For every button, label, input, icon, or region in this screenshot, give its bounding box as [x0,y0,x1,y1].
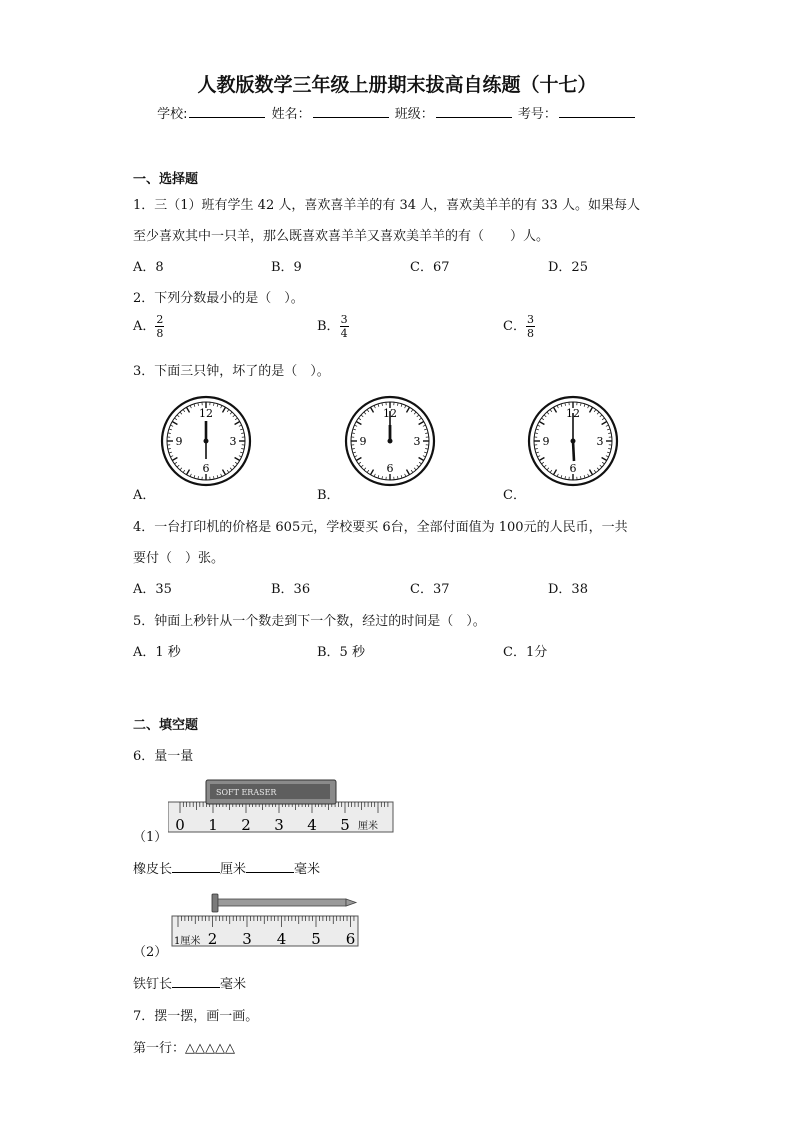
ruler-number: 2 [241,816,251,834]
q6-text: 6．量一量 [133,749,194,764]
unit-mm: 毫米 [294,862,321,877]
clock-number: 9 [359,435,367,448]
q5-option-a[interactable]: A．1 秒 [133,645,181,660]
clock-center [388,439,393,444]
clock-a [160,395,252,487]
fraction [340,313,349,340]
clock-c [527,395,619,487]
q2-option-c[interactable] [503,313,535,340]
fraction-numerator: 3 [340,313,348,326]
section-fill-title: 二、填空题 [133,718,199,733]
fraction-numerator: 3 [526,313,534,326]
answer-blank-cm[interactable] [172,860,220,873]
eraser-text: SOFT ERASER [216,788,277,797]
q2-text: 2．下列分数最小的是（ ）。 [133,291,304,306]
clock-b [344,395,436,487]
ruler-number: 4 [307,816,317,834]
q1-line2: 至少喜欢其中一只羊，那么既喜欢喜羊羊又喜欢美羊羊的有（ ）人。 [133,229,550,244]
hour-hand [573,441,574,461]
q1-option-a[interactable]: A．8 [133,260,164,275]
nail-tip [346,899,356,906]
page-title: 人教版数学三年级上册期末拔高自练题（十七） [197,74,597,96]
q5-text: 5．钟面上秒针从一个数走到下一个数，经过的时间是（ ）。 [133,614,486,629]
clock-number: 12 [199,407,213,420]
unit-mm: 毫米 [220,977,247,992]
ruler-number: 1 [208,816,218,834]
clock-number: 6 [569,462,577,475]
ruler-number: 4 [276,930,287,948]
q1-option-c[interactable]: C．67 [410,260,450,275]
q3-text: 3．下面三只钟，坏了的是（ ）。 [133,364,330,379]
q3-option-a[interactable]: A． [133,488,156,503]
q4-option-c[interactable]: C．37 [410,582,450,597]
q4-line2: 要付（ ）张。 [133,551,225,566]
ruler-1-unit: 厘米 [358,821,378,832]
school-label: 学校: [157,107,188,122]
section-choice-title: 一、选择题 [133,172,199,187]
answer-blank-mm[interactable] [246,860,294,873]
class-label: 班级： [394,107,434,122]
q6-part1-label: （1） [133,830,168,845]
q7-text: 7．摆一摆，画一画。 [133,1009,259,1024]
ruler-number: 2 [207,930,218,948]
ruler-number: 0 [175,816,185,834]
fraction-denominator: 4 [340,327,348,340]
q2-option-b-label: B． [317,319,340,334]
q4-option-a[interactable]: A．35 [133,582,172,597]
answer-blank-nail-mm[interactable] [172,975,220,988]
school-blank[interactable] [189,105,265,118]
clock-number: 6 [386,462,394,475]
eraser-ruler-figure [168,776,398,836]
ruler-number: 5 [340,816,350,834]
unit-cm: 厘米 [220,862,247,877]
fraction-denominator: 8 [526,327,534,340]
nail-shaft [218,899,346,906]
exam-no-blank[interactable] [559,105,635,118]
q7-row1: 第一行：△△△△△ [133,1041,235,1056]
clock-number: 3 [229,435,237,448]
class-blank[interactable] [436,105,512,118]
nail-ruler-figure [168,886,368,950]
ruler-2-unit: 1厘米 [174,936,201,947]
q6-answer-2 [133,973,246,992]
fraction [155,313,164,340]
exam-no-label: 考号： [517,107,557,122]
q2-option-a[interactable] [133,313,164,340]
q3-option-b[interactable]: B． [317,488,340,503]
name-blank[interactable] [313,105,389,118]
fraction-denominator: 8 [156,327,164,340]
q3-option-c[interactable]: C． [503,488,526,503]
ruler-number: 6 [345,930,356,948]
fraction-numerator: 2 [156,313,164,326]
clock-number: 6 [202,462,210,475]
q2-option-b[interactable] [317,313,349,340]
eraser-length-label: 橡皮长 [133,862,173,877]
q5-option-b[interactable]: B．5 秒 [317,645,365,660]
q2-option-c-label: C． [503,319,526,334]
clock-center [571,439,576,444]
name-label: 姓名： [271,107,311,122]
nail-length-label: 铁钉长 [133,977,173,992]
q6-answer-1 [133,858,320,877]
ruler-number: 3 [274,816,284,834]
q4-option-d[interactable]: D．38 [548,582,588,597]
ruler-number: 5 [311,930,321,948]
clock-number: 12 [383,407,397,420]
clock-number: 9 [175,435,183,448]
clock-number: 12 [566,407,580,420]
clock-number: 3 [596,435,604,448]
q1-line1: 1．三（1）班有学生 42 人，喜欢喜羊羊的有 34 人，喜欢美羊羊的有 33 人。如果每人 [133,198,640,213]
clock-number: 3 [413,435,421,448]
q6-part2-label: （2） [133,945,168,960]
nail-head [212,894,218,912]
q4-option-b[interactable]: B．36 [271,582,311,597]
fraction [526,313,535,340]
clock-center [204,439,209,444]
clock-number: 9 [542,435,550,448]
q1-option-d[interactable]: D．25 [548,260,588,275]
student-info-line [0,103,794,122]
q1-option-b[interactable]: B．9 [271,260,302,275]
q5-option-c[interactable]: C．1分 [503,645,548,660]
ruler-number: 3 [242,930,252,948]
q2-option-a-label: A． [133,319,156,334]
q4-line1: 4．一台打印机的价格是 605元，学校要买 6台，全部付面值为 100元的人民币，一共 [133,520,628,535]
